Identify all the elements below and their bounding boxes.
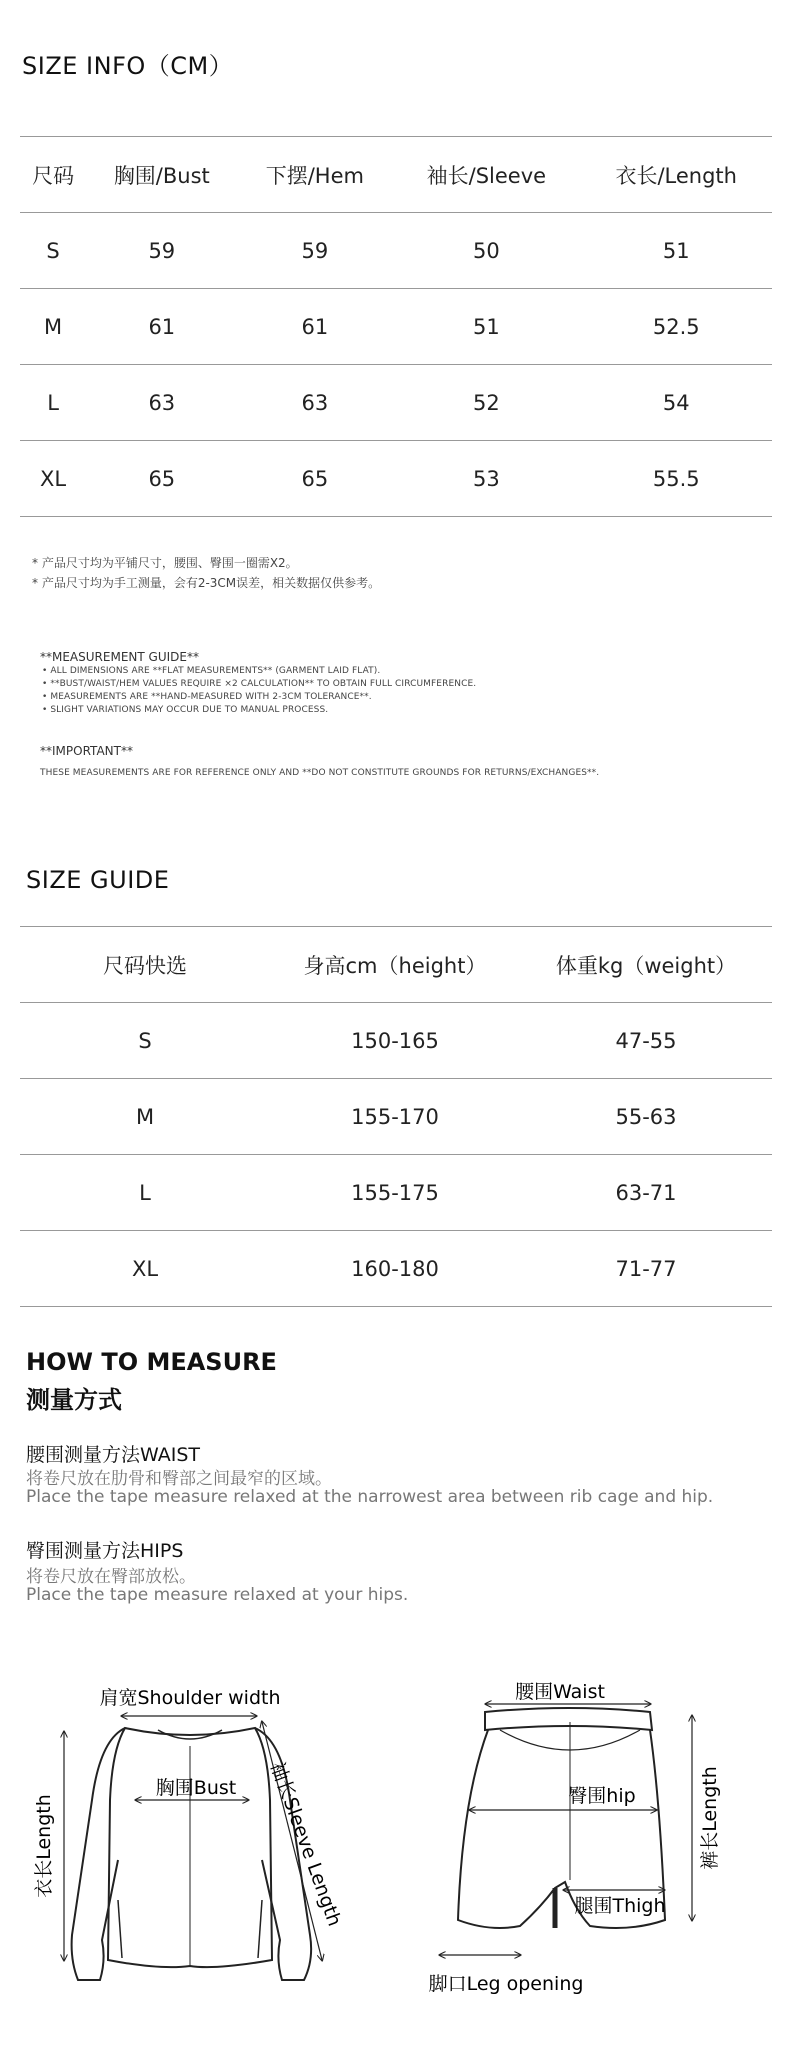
table-row [20,289,772,365]
thigh-label: 腿围Thigh [574,1895,666,1917]
cell: 71-77 [615,1256,677,1281]
cell: 59 [148,238,176,263]
cell: 155-170 [351,1104,439,1129]
pants-length-label: 裤长Length [699,1766,721,1870]
cell: 150-165 [351,1028,439,1053]
table-row [20,1079,772,1155]
hips-title: 臀围测量方法HIPS [26,1540,184,1562]
how-to-title-en: HOW TO MEASURE [26,1348,277,1376]
waist-label: 腰围Waist [515,1681,605,1703]
table-row [20,441,772,517]
header-cell: 尺码快选 [103,953,187,978]
cell: 65 [148,466,176,491]
cell: 54 [662,390,690,415]
header-cell: 袖长/Sleeve [426,163,547,188]
header-cell: 胸围/Bust [113,163,210,188]
guide-item: • ALL DIMENSIONS ARE **FLAT MEASUREMENTS** (GARMENT LAID FLAT). [42,666,381,676]
important-title: **IMPORTANT** [40,744,133,758]
cell: 51 [662,238,690,263]
cell: 55.5 [652,466,700,491]
guide-item: • SLIGHT VARIATIONS MAY OCCUR DUE TO MANUAL PROCESS. [42,705,329,715]
cell: S [46,238,60,263]
important-text: THESE MEASUREMENTS ARE FOR REFERENCE ONLY AND **DO NOT CONSTITUTE GROUNDS FOR RETURNS/EXCHANGES**. [40,768,600,778]
cell: 65 [301,466,329,491]
bust-label: 胸围Bust [155,1777,237,1799]
cell: 52.5 [652,314,700,339]
cell: 47-55 [615,1028,677,1053]
table-header-row [20,927,772,1003]
note-line: * 产品尺寸均为手工测量，会有2-3CM误差，相关数据仅供参考。 [32,576,381,590]
sleeve-label: 袖长Sleeve Length [265,1758,346,1930]
table-row [20,365,772,441]
guide-item: • **BUST/WAIST/HEM VALUES REQUIRE ×2 CALCULATION** TO OBTAIN FULL CIRCUMFERENCE. [42,679,477,689]
cell: 63 [301,390,329,415]
cell: XL [131,1256,159,1281]
how-to-title-cn: 测量方式 [26,1386,122,1414]
top-length-label: 衣长Length [33,1794,55,1898]
table-row [20,1155,772,1231]
cell: 51 [472,314,500,339]
size-guide-table [20,926,772,1307]
table-row [20,1003,772,1079]
header-cell: 衣长/Length [615,163,737,188]
cell: 59 [301,238,329,263]
cell: 155-175 [351,1180,439,1205]
size-guide-title: SIZE GUIDE [26,866,170,894]
waist-title: 腰围测量方法WAIST [26,1444,201,1466]
cell: 55-63 [615,1104,677,1129]
cell: 61 [301,314,329,339]
cell: 160-180 [351,1256,439,1281]
waist-en: Place the tape measure relaxed at the narrowest area between rib cage and hip. [26,1487,714,1507]
cell: L [47,390,59,415]
hips-en: Place the tape measure relaxed at your hips. [26,1585,409,1605]
header-cell: 尺码 [32,163,75,188]
hip-label: 臀围hip [568,1785,636,1807]
header-cell: 身高cm（height） [303,953,487,978]
table-row [20,213,772,289]
cell: 61 [148,314,176,339]
hips-cn: 将卷尺放在臀部放松。 [26,1567,196,1587]
cell: M [44,314,63,339]
size-info-title: SIZE INFO（CM） [22,52,234,80]
guide-title: **MEASUREMENT GUIDE** [40,650,199,664]
waist-cn: 将卷尺放在肋骨和臀部之间最窄的区域。 [26,1469,332,1489]
cell: 52 [472,390,500,415]
cell: S [138,1028,152,1053]
header-cell: 体重kg（weight） [555,953,737,978]
cell: M [135,1104,155,1129]
cell: 53 [472,466,500,491]
cell: 50 [472,238,500,263]
table-row [20,1231,772,1307]
size-info-table [20,136,772,517]
cell: XL [40,466,67,491]
cell: L [139,1180,151,1205]
cell: 63-71 [615,1180,677,1205]
measurement-diagram [0,1660,791,2020]
note-line: * 产品尺寸均为平铺尺寸，腰围、臀围一圈需X2。 [32,556,298,570]
cell: 63 [148,390,176,415]
table-header-row [20,137,772,213]
leg-opening-label: 脚口Leg opening [428,1973,584,1995]
guide-item: • MEASUREMENTS ARE **HAND-MEASURED WITH 2-3CM TOLERANCE**. [42,692,372,702]
shoulder-label: 肩宽Shoulder width [99,1687,281,1709]
header-cell: 下摆/Hem [265,163,364,188]
